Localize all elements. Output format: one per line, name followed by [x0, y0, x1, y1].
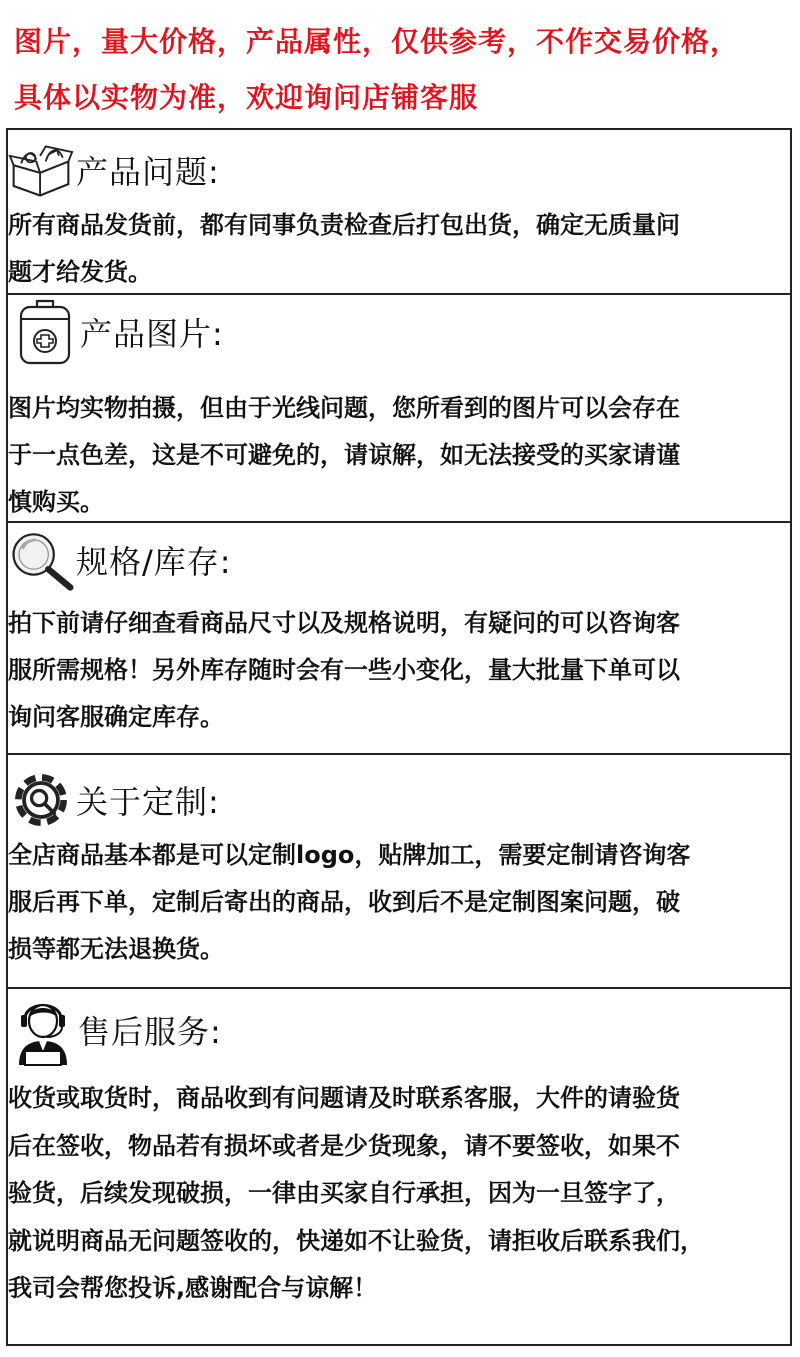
body-line: 慎购买。	[8, 488, 104, 516]
body-line: 询问客服确定库存。	[8, 703, 224, 731]
body-line: 收货或取货时，商品收到有问题请及时联系客服，大件的请验货	[8, 1084, 680, 1112]
section-title: 产品问题:	[76, 153, 220, 191]
section-product-issue-body	[8, 202, 780, 296]
section-custom-body	[8, 832, 780, 973]
divider	[6, 293, 792, 295]
section-product-issue-header	[8, 140, 220, 200]
body-line: 全店商品基本都是可以定制logo，贴牌加工，需要定制请咨询客	[8, 841, 691, 869]
body-line: 图片均实物拍摄，但由于光线问题，您所看到的图片可以会存在	[8, 394, 680, 422]
section-after-sale-header	[10, 1000, 222, 1060]
box-icon	[8, 140, 74, 200]
notice-line-1: 图片，量大价格，产品属性，仅供参考，不作交易价格，	[14, 25, 740, 58]
body-line: 验货，后续发现破损，一律由买家自行承担，因为一旦签字了，	[8, 1179, 680, 1207]
gear-search-icon	[8, 770, 74, 830]
notice-line-2: 具体以实物为准，欢迎询问店铺客服	[14, 81, 479, 114]
body-line: 服后再下单，定制后寄出的商品，收到后不是定制图案问题，破	[8, 888, 680, 916]
divider	[6, 987, 792, 989]
body-line: 后在签收，物品若有损坏或者是少货现象，请不要签收，如果不	[8, 1131, 680, 1160]
divider	[6, 521, 792, 523]
section-spec-stock-body	[8, 600, 780, 741]
section-product-image-header	[12, 302, 224, 362]
section-product-image-body	[8, 385, 780, 526]
section-after-sale-body	[8, 1075, 780, 1313]
section-title: 规格/库存:	[76, 543, 232, 581]
customer-service-icon	[10, 1000, 76, 1060]
section-title: 关于定制:	[76, 783, 220, 821]
body-line: 题才给发货。	[8, 258, 152, 286]
medical-case-icon	[12, 302, 78, 362]
body-line: 所有商品发货前，都有同事负责检查后打包出货，确定无质量问	[8, 211, 680, 239]
section-title: 产品图片:	[80, 315, 224, 353]
notice-banner	[14, 14, 794, 126]
body-line: 损等都无法退换货。	[8, 935, 224, 963]
magnifier-icon	[8, 530, 74, 590]
section-spec-stock-header	[8, 530, 232, 590]
section-custom-header	[8, 770, 220, 830]
body-line: 拍下前请仔细查看商品尺寸以及规格说明，有疑问的可以咨询客	[8, 609, 680, 637]
body-line: 我司会帮您投诉,感谢配合与谅解！	[8, 1274, 378, 1302]
body-line: 服所需规格！另外库存随时会有一些小变化，量大批量下单可以	[8, 656, 680, 684]
divider	[6, 753, 792, 755]
section-title: 售后服务:	[78, 1013, 222, 1051]
body-line: 于一点色差，这是不可避免的，请谅解，如无法接受的买家请谨	[8, 441, 680, 469]
body-line: 就说明商品无问题签收的，快递如不让验货，请拒收后联系我们，	[8, 1226, 704, 1255]
